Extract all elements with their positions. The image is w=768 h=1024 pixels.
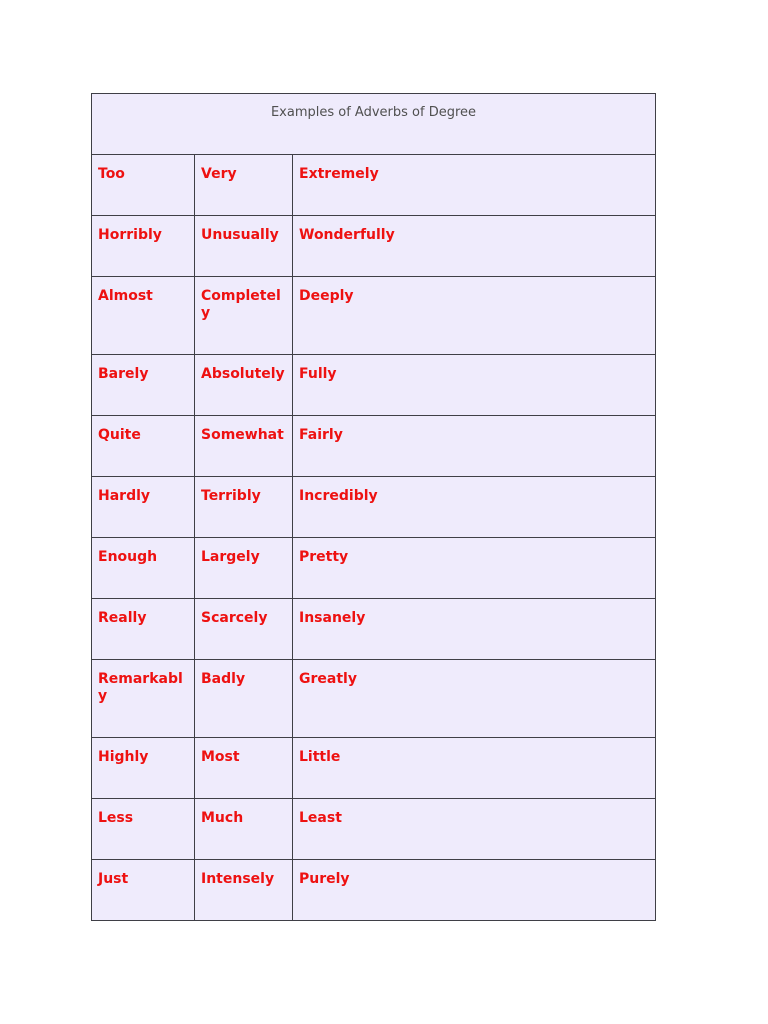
table-cell: Remarkably [92, 660, 195, 738]
table-cell: Deeply [293, 277, 656, 355]
table-cell: Somewhat [195, 416, 293, 477]
table-cell: Enough [92, 538, 195, 599]
table-cell: Completely [195, 277, 293, 355]
table-cell: Quite [92, 416, 195, 477]
table-cell: Just [92, 860, 195, 921]
table-row [92, 660, 656, 738]
table-row [92, 216, 656, 277]
table-cell: Fairly [293, 416, 656, 477]
table-cell: Scarcely [195, 599, 293, 660]
table-row [92, 416, 656, 477]
table-cell: Much [195, 799, 293, 860]
table-cell: Absolutely [195, 355, 293, 416]
table-cell: Most [195, 738, 293, 799]
table-title: Examples of Adverbs of Degree [92, 94, 656, 155]
table-cell: Barely [92, 355, 195, 416]
table-cell: Little [293, 738, 656, 799]
table-cell: Almost [92, 277, 195, 355]
table-cell: Hardly [92, 477, 195, 538]
table-cell: Purely [293, 860, 656, 921]
table-cell: Less [92, 799, 195, 860]
table-cell: Intensely [195, 860, 293, 921]
table-row [92, 538, 656, 599]
table-row [92, 860, 656, 921]
table-cell: Least [293, 799, 656, 860]
table-row [92, 155, 656, 216]
table-row [92, 738, 656, 799]
table-row [92, 599, 656, 660]
table-cell: Badly [195, 660, 293, 738]
table-cell: Really [92, 599, 195, 660]
table-row [92, 799, 656, 860]
table-cell: Incredibly [293, 477, 656, 538]
table-cell: Very [195, 155, 293, 216]
table-cell: Horribly [92, 216, 195, 277]
table-row [92, 277, 656, 355]
table-cell: Greatly [293, 660, 656, 738]
table-row [92, 477, 656, 538]
table-cell: Largely [195, 538, 293, 599]
table-cell: Insanely [293, 599, 656, 660]
table-cell: Highly [92, 738, 195, 799]
table-title-row [92, 94, 656, 155]
table-cell: Pretty [293, 538, 656, 599]
table-row [92, 355, 656, 416]
table-cell: Terribly [195, 477, 293, 538]
table-cell: Too [92, 155, 195, 216]
table-cell: Extremely [293, 155, 656, 216]
table-cell: Unusually [195, 216, 293, 277]
table-cell: Wonderfully [293, 216, 656, 277]
adverbs-table [91, 93, 656, 921]
table-cell: Fully [293, 355, 656, 416]
